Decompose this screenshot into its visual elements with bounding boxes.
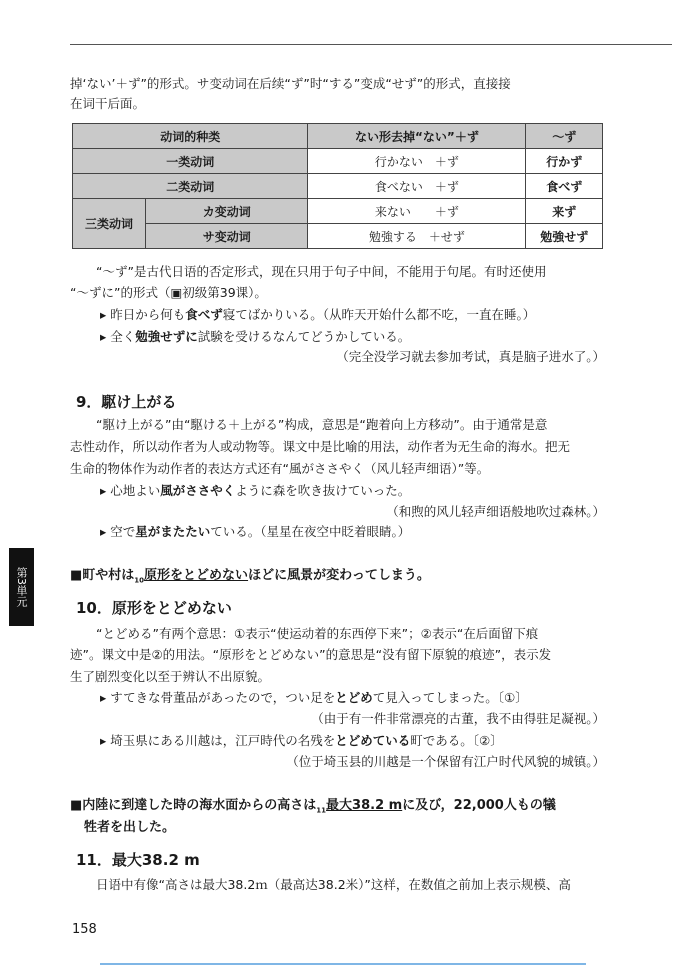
text: ▸ 心地よい: [100, 483, 161, 498]
text: 試験を受けるなんてどうかしている。: [197, 329, 411, 344]
table-cell: 来ない ＋ず: [308, 199, 526, 224]
text: ている。（星星在夜空中眨着眼睛。）: [210, 524, 411, 539]
table-cell: 勉強せず: [526, 224, 603, 249]
paragraph-line: 迹”。课文中是②的用法。“原形をとどめない”的意思是“没有留下原貌的痕迹”，表示发: [70, 647, 552, 662]
example: [100, 481, 640, 501]
header-rule: [70, 44, 672, 45]
unit-side-tab: 第3単元: [9, 548, 34, 626]
translation: （完全没学习就去参加考试，真是脑子进水了。）: [336, 349, 605, 364]
page-number: 158: [72, 922, 97, 937]
example: [100, 522, 640, 542]
section-heading: 9．駆け上がる: [76, 393, 177, 411]
text: ▸ 昨日から何も: [100, 307, 186, 322]
key-sentence: [70, 796, 610, 821]
paragraph-line: “～ず”是古代日语的否定形式，现在只用于句子中间，不能用于句尾。有时还使用: [96, 264, 547, 279]
text: ▸ 全く: [100, 329, 136, 344]
keyword: 風がささやく: [160, 483, 236, 498]
underlined-phrase: 最大38.2 m: [326, 798, 403, 813]
table-row: [73, 199, 603, 224]
section-heading: 10．原形をとどめない: [76, 599, 232, 617]
table-header: 动词的种类: [73, 124, 308, 149]
keyword: 食べず: [185, 307, 223, 322]
table-row: [73, 224, 603, 249]
table-header: ～ず: [526, 124, 603, 149]
text: ■町や村は: [70, 568, 135, 583]
paragraph-line: 志性动作，所以动作者为人或动物等。课文中是比喻的用法，动作者为无生命的海水。把无: [70, 439, 571, 454]
table-cell: サ变动词: [146, 224, 308, 249]
example: [100, 327, 640, 347]
keyword: 勉強せずに: [135, 329, 198, 344]
table-row: [73, 174, 603, 199]
table-cell: 三类动词: [73, 199, 146, 249]
paragraph-line: “～ずに”的形式（▣初级第39课）。: [70, 285, 267, 300]
keyword: とどめている: [335, 733, 411, 748]
table-cell: 行かず: [526, 149, 603, 174]
table-cell: 二类动词: [73, 174, 308, 199]
translation: （由于有一件非常漂亮的古董，我不由得驻足凝视。）: [311, 711, 605, 726]
translation: （位于埼玉县的川越是一个保留有江户时代风貌的城镇。）: [286, 754, 605, 769]
table-cell: 食べず: [526, 174, 603, 199]
note-number: 10: [134, 576, 145, 585]
text: 寝てばかりいる。（从昨天开始什么都不吃，一直在睡。）: [222, 307, 536, 322]
intro-line: 在词干后面。: [70, 96, 146, 111]
example: [100, 688, 640, 708]
bottom-rule: [100, 963, 586, 965]
paragraph-line: 日语中有像“高さは最大38.2ｍ（最高达38.2米）”这样，在数值之前加上表示规模、高: [96, 877, 571, 892]
text: ■内陸に到達した時の海水面からの高さは: [70, 798, 317, 813]
key-sentence-continued: 牲者を出した。: [84, 820, 176, 835]
paragraph-line: “とどめる”有两个意思：①表示“使运动着的东西停下来”；②表示“在后面留下痕: [96, 626, 539, 641]
intro-line: 掉‘ない’＋ず”的形式。サ变动词在后续“ず”时“する”变成“せず”的形式，直接接: [70, 76, 511, 91]
paragraph-line: 生了剧烈变化以至于辨认不出原貌。: [70, 669, 271, 684]
text: て見入ってしまった。〔①〕: [372, 690, 528, 705]
example: [100, 731, 640, 751]
table-cell: 勉強する ＋せず: [308, 224, 526, 249]
table-cell: 行かない ＋ず: [308, 149, 526, 174]
text: 町である。〔②〕: [410, 733, 503, 748]
text: ように森を吹き抜けていった。: [235, 483, 411, 498]
verb-conjugation-table: [72, 123, 603, 249]
keyword: 星がまたたい: [135, 524, 211, 539]
table-header-row: [73, 124, 603, 149]
text: に及び，22,000人もの犠: [402, 798, 556, 813]
text: ほどに風景が変わってしまう。: [248, 568, 430, 583]
example: [100, 305, 640, 325]
paragraph-line: 生命的物体作为动作者的表达方式还有“風がささやく（风儿轻声细语）”等。: [70, 461, 490, 476]
key-sentence: [70, 566, 610, 591]
table-header: ない形去掉“ない”＋ず: [308, 124, 526, 149]
table-cell: 食べない ＋ず: [308, 174, 526, 199]
underlined-phrase: 原形をとどめない: [144, 568, 249, 583]
text: ▸ すてきな骨董品があったので，つい足を: [100, 690, 336, 705]
table-row: [73, 149, 603, 174]
table-cell: カ变动词: [146, 199, 308, 224]
table-cell: 一类动词: [73, 149, 308, 174]
table-cell: 来ず: [526, 199, 603, 224]
text: ▸ 空で: [100, 524, 136, 539]
text: ▸ 埼玉県にある川越は，江戸時代の名残を: [100, 733, 336, 748]
section-heading: 11．最大38.2 m: [76, 851, 200, 869]
note-number: 11: [316, 806, 327, 815]
keyword: とどめ: [335, 690, 373, 705]
paragraph-line: “駆け上がる”由“駆ける＋上がる”构成，意思是“跑着向上方移动”。由于通常是意: [96, 417, 548, 432]
translation: （和煦的风儿轻声细语般地吹过森林。）: [386, 504, 605, 519]
